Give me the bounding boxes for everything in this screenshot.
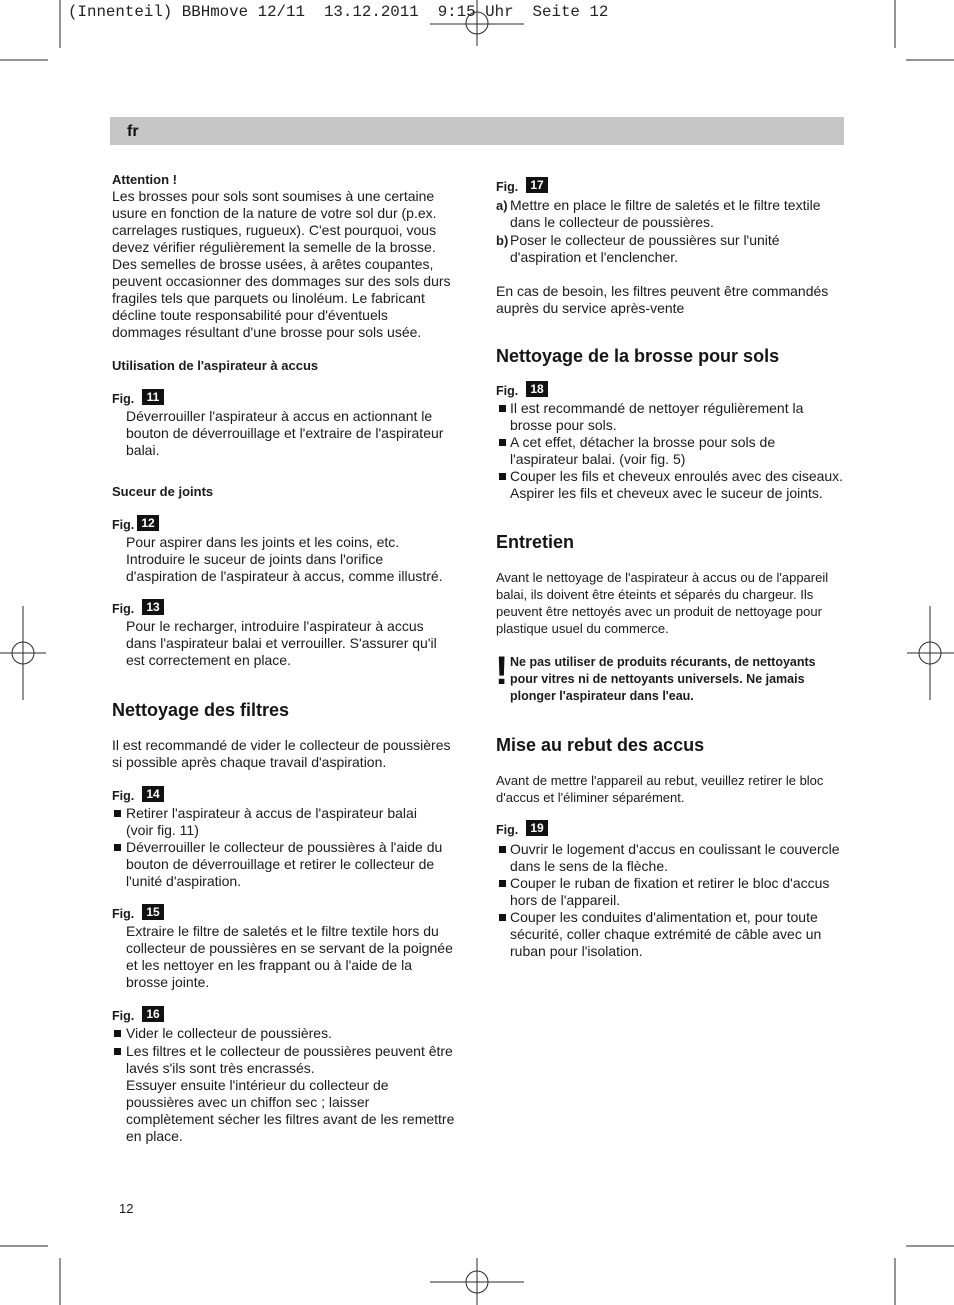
bullet-square-icon [499,914,506,921]
warning-line: pour vitres ni de nettoyants universels. Ne jamais [510,672,805,686]
bullet-square-icon [114,1030,121,1037]
bullet-item [112,1025,454,1042]
step-item [496,197,820,231]
text-line: lavés s'ils sont très encrassés. [126,1060,315,1076]
bullet-square-icon [499,846,506,853]
figure-17-block [496,179,820,266]
figure-label: Fig. [112,789,135,803]
step-marker: a) [496,198,508,213]
bullet-square-icon [499,439,506,446]
filter-cleaning-heading-block [112,699,289,721]
text-line: ruban pour l'isolation. [510,942,643,959]
figure-15-block [112,906,453,991]
figure-label: Fig. [112,392,135,406]
figure-reference [496,179,820,196]
figure-reference [112,601,437,618]
figure-number-badge: 17 [526,177,548,193]
figure-reference [112,391,443,408]
figure-number-badge: 16 [142,1006,164,1022]
bullet-item [496,400,843,434]
text-line: bouton de déverrouillage et l'extraire de l'aspirateur [126,425,444,441]
battery-disposal-heading-block [496,734,704,756]
text-line: Des semelles de brosse usées, à arêtes coupantes, [112,256,434,272]
figure-label: Fig. [496,180,519,194]
text-line: et les nettoyer en les frappant ou à l'aide de la [126,957,412,973]
text-line: (voir fig. 11) [126,822,199,838]
attention-block [112,171,451,341]
bullet-item [496,875,840,909]
figure-19-block [496,822,840,960]
text-line: Poser le collecteur de poussières sur l'unité [510,232,780,248]
text-line: carrelages rustiques, rugueux). C'est pourquoi, vous [112,222,437,238]
maintenance-heading-block [496,531,574,553]
figure-13-block [112,601,437,669]
text-line: Couper les fils et cheveux enroulés avec des ciseaux. [510,468,844,484]
figure-number-badge: 13 [142,599,164,615]
figure-number-badge: 15 [142,904,164,920]
text-line: Déverrouiller l'aspirateur à accus en actionnant le [126,408,433,424]
bullet-square-icon [499,405,506,412]
crevice-tool-title-block [112,483,213,500]
text-line: Les filtres et le collecteur de poussières peuvent être [126,1043,453,1059]
text-line: Pour le recharger, introduire l'aspirateur à accus [126,618,424,634]
text-line: d'aspiration et l'enclencher. [510,249,679,265]
text-line: En cas de besoin, les filtres peuvent être commandés [496,283,829,299]
figure-label: Fig. [112,602,135,616]
text-line: Essuyer ensuite l'intérieur du collecteur de [126,1077,389,1093]
figure-number-badge: 19 [526,820,548,836]
text-line: en place. [126,1128,183,1144]
bullet-item [496,434,843,468]
bullet-item [496,841,840,875]
text-line: Il est recommandé de vider le collecteur de poussières [112,737,451,753]
section-heading: Nettoyage des filtres [112,700,290,720]
figure-13-text [112,618,437,669]
text-line: est correctement en place. [126,652,291,668]
section-heading: Entretien [496,532,575,552]
figure-15-text [112,923,453,991]
figure-label: Fig. [112,907,135,921]
text-line: Avant le nettoyage de l'aspirateur à accus ou de l'appareil [496,570,829,585]
bullet-square-icon [114,1048,121,1055]
figure-number-badge: 11 [142,389,164,405]
text-line: si possible après chaque travail d'aspiration. [112,754,387,770]
language-code: fr [127,123,139,140]
attention-title: Attention ! [112,172,177,187]
bullet-item [496,909,840,960]
bullet-square-icon [499,880,506,887]
text-line: auprès du service après-vente [496,300,685,316]
text-line: hors de l'appareil. [510,891,621,908]
text-line: dans le collecteur de poussières. [510,214,714,230]
bullet-item [496,468,843,502]
maintenance-text [496,569,828,637]
figure-label: Fig. [496,384,519,398]
bullet-square-icon [114,810,121,817]
text-line: Retirer l'aspirateur à accus de l'aspirateur balai [126,805,417,821]
text-line: bouton de déverrouillage et retirer le collecteur de [126,856,435,872]
bullet-item [112,805,442,839]
bullet-square-icon [499,473,506,480]
text-line: d'aspiration de l'aspirateur à accus, comme illustré. [126,568,443,584]
figure-label: Fig. [496,823,519,837]
battery-vacuum-title-block [112,357,318,374]
section-heading: Mise au rebut des accus [496,735,705,755]
language-bar [110,117,844,145]
text-line: Aspirer les fils et cheveux avec le suceur de joints. [510,485,823,501]
text-line: peuvent occasionner des dommages sur des sols durs [112,273,451,289]
figure-label: Fig. [112,518,135,532]
figure-reference [112,788,442,805]
text-line: l'unité d'aspiration. [126,873,242,889]
text-line: complètement sécher les filtres avant de les remettre [126,1111,455,1127]
text-line: Les brosses pour sols sont soumises à une certaine [112,188,435,204]
figure-number-badge: 18 [526,381,548,397]
filter-order-note [496,283,828,317]
cleaning-warning [495,649,816,705]
text-line: Couper le ruban de fixation et retirer le bloc d'accus [510,874,830,891]
filter-cleaning-intro [112,737,451,771]
text-line: décline toute responsabilité pour d'éventuels [112,307,388,323]
text-line: Déverrouiller le collecteur de poussières à l'aide du [126,839,443,855]
figure-14-block [112,788,442,890]
warning-line: plonger l'aspirateur dans l'eau. [510,689,694,703]
warning-exclamation-icon: ! [495,649,509,693]
text-line: Vider le collecteur de poussières. [126,1025,332,1041]
battery-disposal-text [496,772,823,806]
figure-11-block [112,391,443,459]
figure-number-badge: 12 [137,515,159,531]
figure-12-block [112,517,443,585]
bullet-square-icon [114,844,121,851]
figure-label: Fig. [112,1009,135,1023]
print-slug-header: (Innenteil) BBHmove 12/11 13.12.2011 9:15 Uhr Seite 12 [68,3,609,21]
figure-reference [112,1008,454,1025]
step-marker: b) [496,233,509,248]
figure-16-block [112,1008,454,1145]
figure-reference [112,906,453,923]
page-number: 12 [119,1201,134,1216]
bullet-item [112,1043,454,1145]
text-line: d'accus et l'éliminer séparément. [496,790,685,805]
battery-vacuum-title: Utilisation de l'aspirateur à accus [112,358,319,373]
text-line: devez vérifier régulièrement la semelle de la brosse. [112,239,436,255]
figure-18-block [496,383,843,502]
figure-11-text [112,408,443,459]
section-heading: Nettoyage de la brosse pour sols [496,346,780,366]
text-line: A cet effet, détacher la brosse pour sols de [510,434,776,450]
text-line: collecteur de poussières en se servant de la poignée [126,940,453,956]
bullet-item [112,839,442,890]
text-line: brosse jointe. [126,974,210,990]
text-line: Ouvrir le logement d'accus en coulissant le couvercle [510,840,840,857]
figure-reference [496,383,843,400]
registration-mark-right-circle [919,642,941,664]
brush-cleaning-heading-block [496,345,779,367]
text-line: usure en fonction de la nature de votre sol dur (p.ex. [112,205,437,221]
warning-line: Ne pas utiliser de produits récurants, de nettoyants [510,655,816,669]
text-line: Avant de mettre l'appareil au rebut, veuillez retirer le bloc [496,773,824,788]
text-line: Couper les conduites d'alimentation et, pour toute [510,908,818,925]
text-line: Il est recommandé de nettoyer régulièrement la [510,400,804,416]
text-line: dans le sens de la flèche. [510,857,668,874]
text-line: dommages résultant d'une brosse pour sols usée. [112,324,422,340]
registration-mark-bottom-circle [466,1271,488,1293]
text-line: Extraire le filtre de saletés et le filtre textile hors du [126,923,439,939]
warning-notice [495,649,816,705]
figure-12-text [112,534,443,585]
text-line: fragiles tels que parquets ou linoléum. Le fabricant [112,290,425,306]
figure-reference [112,517,443,534]
text-line: Pour aspirer dans les joints et les coins, etc. [126,534,400,550]
text-line: balai. [126,442,160,458]
registration-mark-left-circle [12,642,34,664]
figure-number-badge: 14 [142,786,164,802]
text-line: brosse pour sols. [510,417,617,433]
text-line: Introduire le suceur de joints dans l'orifice [126,551,384,567]
text-line: Mettre en place le filtre de saletés et le filtre textile [510,197,821,213]
text-line: plastique usuel du commerce. [496,621,669,636]
text-line: sécurité, coller chaque extrémité de câble avec un [510,925,822,942]
crevice-tool-title: Suceur de joints [112,484,214,499]
text-line: dans l'aspirateur balai et verrouiller. S'assurer qu'il [126,635,437,651]
figure-reference [496,822,840,839]
text-line: poussières avec un chiffon sec ; laisser [126,1094,370,1110]
text-line: l'aspirateur balai. (voir fig. 5) [510,451,686,467]
step-item [496,232,820,266]
text-line: peuvent être nettoyés avec un produit de nettoyage pour [496,604,822,619]
text-line: balai, ils doivent être éteints et séparés du chargeur. Ils [496,587,814,602]
